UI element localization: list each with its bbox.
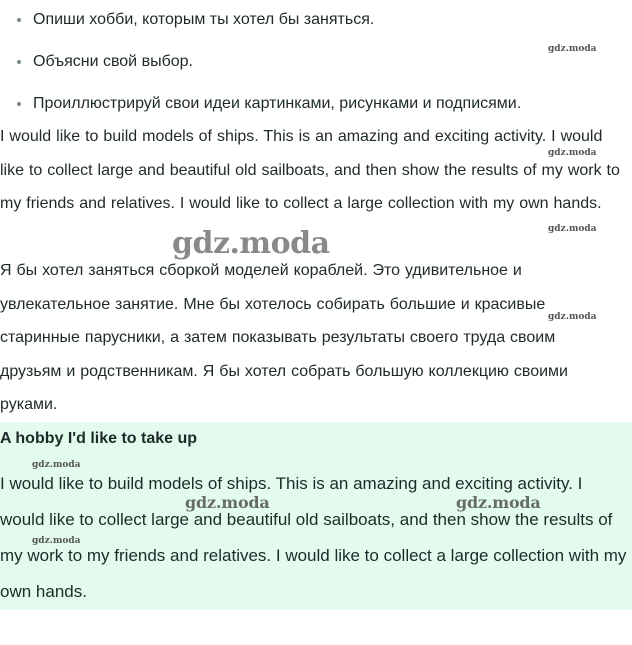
watermark-logo: gdz.moda xyxy=(548,44,597,54)
answer-heading: A hobby I'd like to take up xyxy=(0,430,198,447)
bullet-dot-icon xyxy=(17,102,21,106)
english-paragraph: I would like to build models of ships. This is an amazing and exciting activity. I would like to collect large and beautiful old sailboats, and then show the results of my work to my friends and relatives. I would like to collect a large collection with my own hands. xyxy=(0,128,620,212)
task-item-text: Опиши хобби, которым ты хотел бы заняться. xyxy=(33,11,375,28)
bullet-dot-icon xyxy=(17,18,21,22)
watermark-logo: gdz.moda xyxy=(548,312,597,322)
watermark-logo: gdz.moda xyxy=(548,224,597,234)
answer-text: I would like to build models of ships. This is an amazing and exciting activity. I would like to collect large and beautiful old sailboats, and then show the results of my work to my friends and relatives. I would like to collect a large collection with my own hands. xyxy=(0,474,627,601)
task-item-text: Проиллюстрируй свои идеи картинками, рисунками и подписями. xyxy=(33,95,522,112)
watermark-logo: gdz.moda xyxy=(172,226,330,261)
watermark-logo: gdz.moda xyxy=(32,536,81,546)
answer-box xyxy=(0,422,632,610)
bullet-dot-icon xyxy=(17,60,21,64)
watermark-logo: gdz.moda xyxy=(456,493,541,512)
russian-paragraph: Я бы хотел заняться сборкой моделей кораблей. Это удивительное и увлекательное занятие. Мне бы хотелось собирать большие и красивые старинные парусники, а затем показывать результаты своего труда своим друзьям и родственникам. Я бы хотел собрать большую коллекцию своими руками. xyxy=(0,262,568,413)
watermark-logo: gdz.moda xyxy=(32,460,81,470)
watermark-logo: gdz.moda xyxy=(548,148,597,158)
task-item-text: Объясни свой выбор. xyxy=(33,53,193,70)
watermark-logo: gdz.moda xyxy=(185,493,270,512)
